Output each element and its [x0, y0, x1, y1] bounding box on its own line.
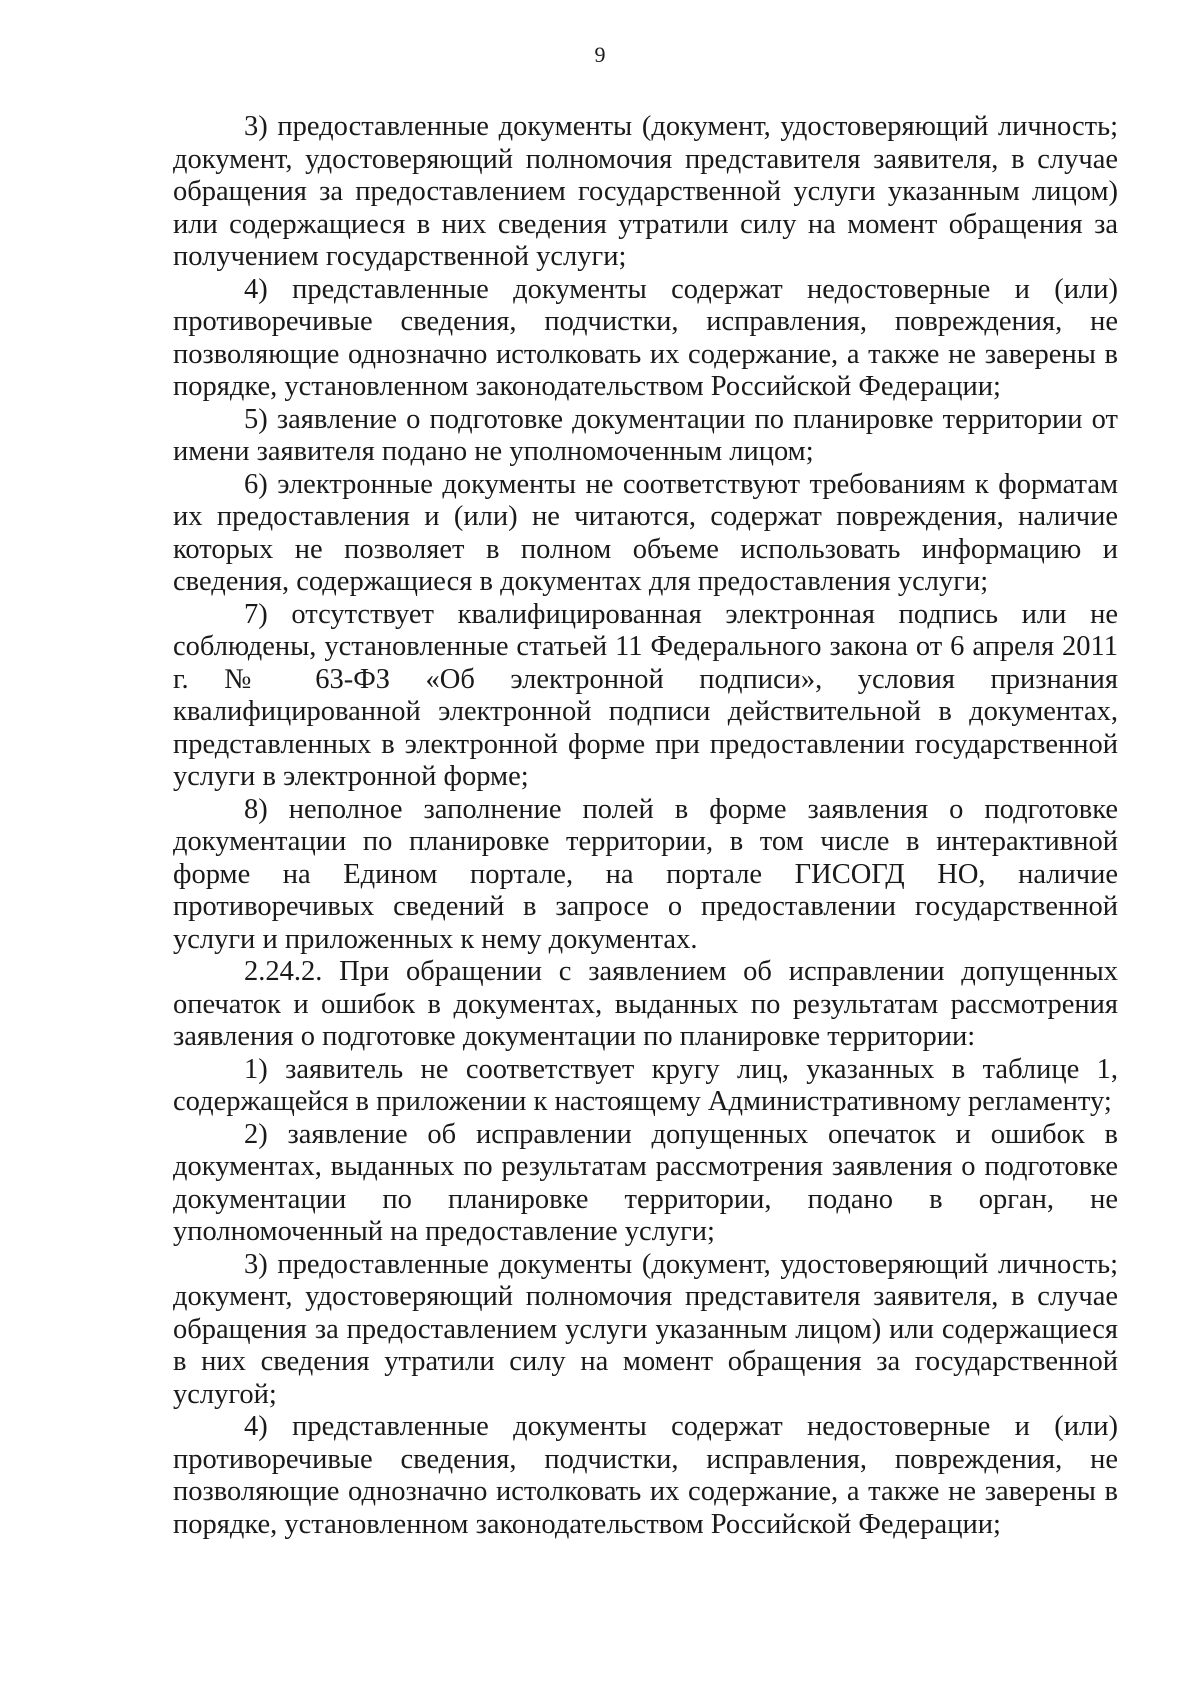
paragraph-item-7: 7) отсутствует квалифицированная электронная подпись или не соблюдены, установленные статьей 11 Федерального закона от 6 апреля 2011 г. № 63-ФЗ «Об электронной подписи», условия признания квалифицированной электронной подписи действительной в документах, представленных в электронной форме при предоставлении государственной услуги в электронной форме;: [173, 598, 1118, 792]
paragraph-section-2-24-2: 2.24.2. При обращении с заявлением об исправлении допущенных опечаток и ошибок в документах, выданных по результатам рассмотрения заявления о подготовке документации по планировке территории:: [173, 956, 1118, 1052]
paragraph-item-6: 6) электронные документы не соответствуют требованиям к форматам их предоставления и (или) не читаются, содержат повреждения, наличие которых не позволяет в полном объеме использовать информацию и сведения, содержащиеся в документах для предоставления услуги;: [173, 468, 1118, 597]
page-number: 9: [594, 42, 606, 67]
paragraph-item-4-second: 4) представленные документы содержат недостоверные и (или) противоречивые сведения, подчистки, исправления, повреждения, не позволяющие однозначно истолковать их содержание, а также не заверены в порядке, установленном законодательством Российской Федерации;: [173, 1411, 1118, 1540]
paragraph-item-5: 5) заявление о подготовке документации по планировке территории от имени заявителя подано не уполномоченным лицом;: [173, 403, 1118, 467]
paragraph-item-1: 1) заявитель не соответствует кругу лиц, указанных в таблице 1, содержащейся в приложении к настоящему Административному регламенту;: [173, 1053, 1118, 1117]
paragraph-item-8: 8) неполное заполнение полей в форме заявления о подготовке документации по планировке территории, в том числе в интерактивной форме на Едином портале, на портале ГИСОГД НО, наличие противоречивых сведений в запросе о предоставлении государственной услуги и приложенных к нему документах.: [173, 793, 1118, 955]
paragraph-item-2: 2) заявление об исправлении допущенных опечаток и ошибок в документах, выданных по результатам рассмотрения заявления о подготовке документации по планировке территории, подано в орган, не уполномоченный на предоставление услуги;: [173, 1118, 1118, 1247]
paragraph-item-3-second: 3) предоставленные документы (документ, удостоверяющий личность; документ, удостоверяющий полномочия представителя заявителя, в случае обращения за предоставлением услуги указанным лицом) или содержащиеся в них сведения утратили силу на момент обращения за государственной услугой;: [173, 1248, 1118, 1410]
paragraph-item-3-first: 3) предоставленные документы (документ, удостоверяющий личность; документ, удостоверяющий полномочия представителя заявителя, в случае обращения за предоставлением государственной услуги указанным лицом) или содержащиеся в них сведения утратили силу на момент обращения за получением государственной услуги;: [173, 111, 1118, 272]
document-body: [173, 111, 1118, 1541]
paragraph-item-4-first: 4) представленные документы содержат недостоверные и (или) противоречивые сведения, подчистки, исправления, повреждения, не позволяющие однозначно истолковать их содержание, а также не заверены в порядке, установленном законодательством Российской Федерации;: [173, 273, 1118, 402]
